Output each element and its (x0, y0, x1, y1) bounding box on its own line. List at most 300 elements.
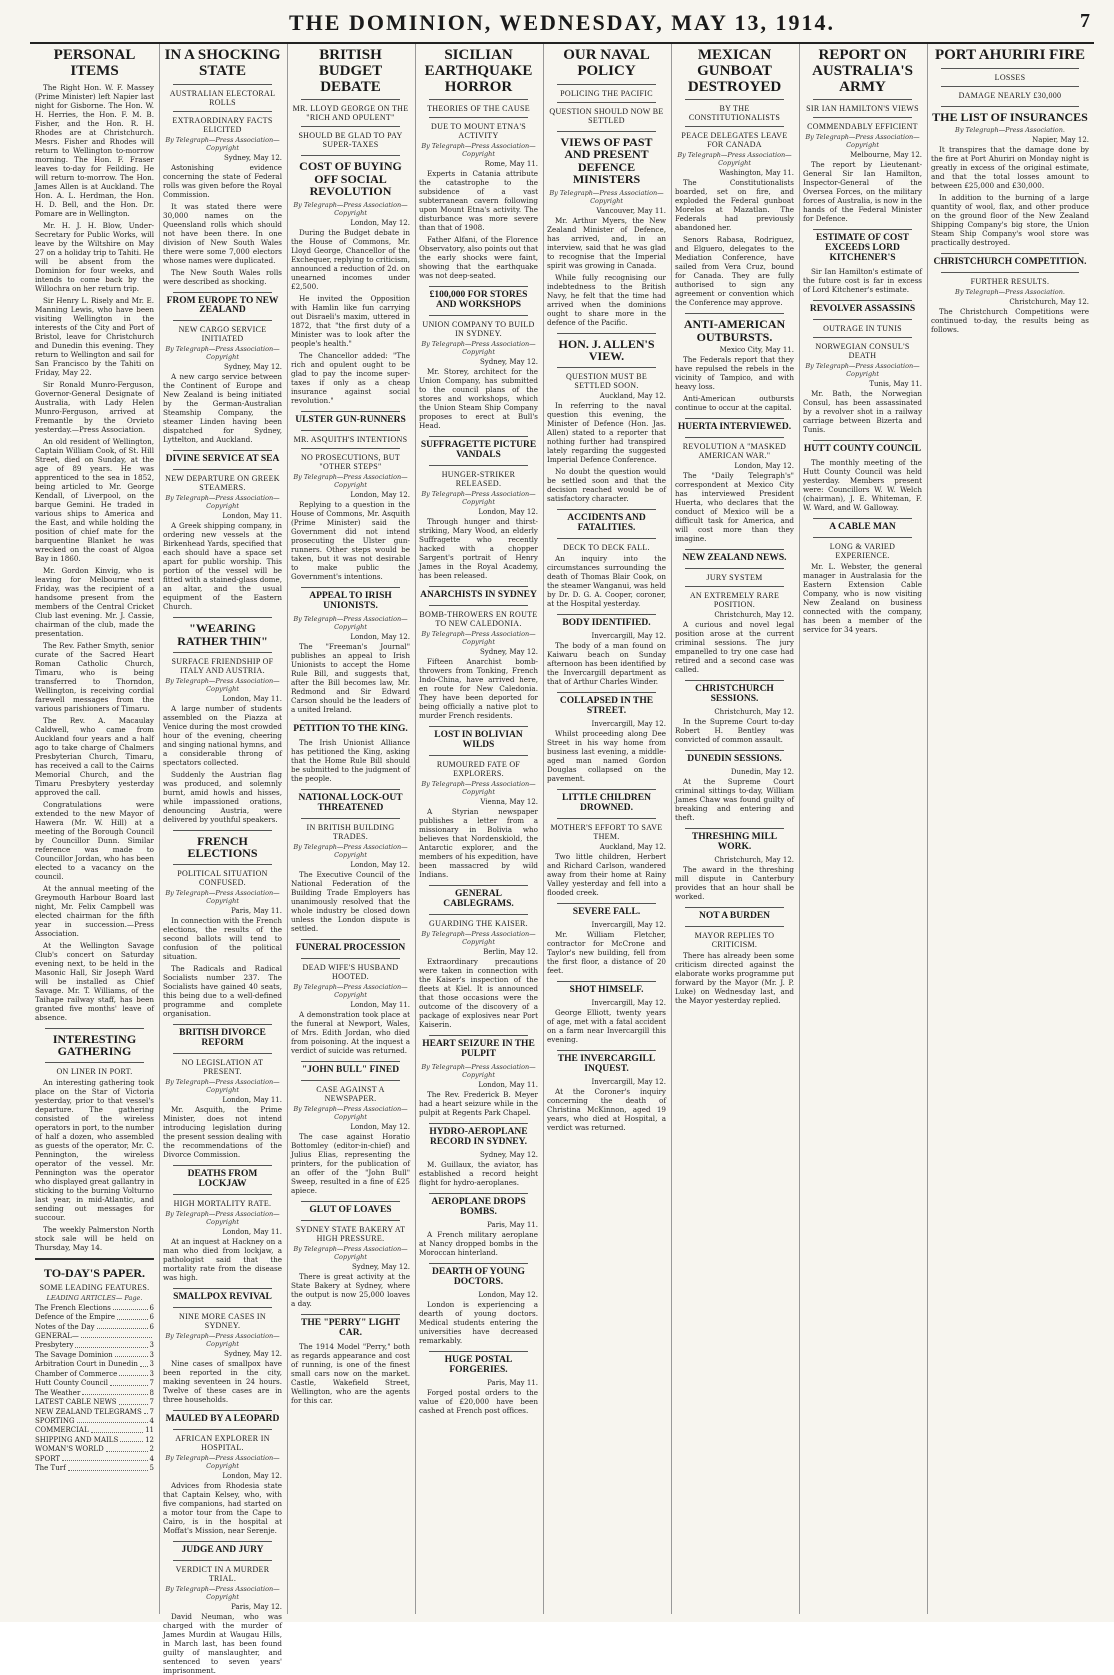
index-header: LEADING ARTICLES— Page. (46, 1293, 143, 1302)
article-divider (301, 789, 400, 790)
article-deck: DAMAGE NEARLY £30,000 (958, 90, 1062, 100)
article-divider (429, 1123, 528, 1124)
article-subheading: ON LINER IN PORT. (56, 1066, 133, 1076)
headline-rule (813, 319, 912, 320)
article-dateline: Paris, May 11. (487, 1220, 538, 1229)
article (547, 333, 666, 503)
article-dateline: Auckland, May 12. (599, 392, 666, 401)
article (291, 1201, 410, 1308)
article-dateline: Christchurch, May 12. (714, 708, 794, 717)
deck-rule (173, 1053, 272, 1054)
index-subtitle: SOME LEADING FEATURES. (39, 1282, 150, 1292)
index-page: 3 (149, 1369, 154, 1378)
article-dateline: Auckland, May 12. (599, 842, 666, 851)
article (291, 1314, 410, 1405)
headline-rule (813, 99, 912, 100)
article-paragraph: Fifteen Anarchist bomb-throwers from Tonking, French Indo-China, have arrived here, en route for New Caledonia. They have been deported for being officially a native plot to murder French residents. (419, 657, 538, 721)
article-divider (429, 286, 528, 287)
index-leader-dots (68, 1464, 148, 1470)
article-divider (301, 939, 400, 940)
article-deck: PEACE DELEGATES LEAVE FOR CANADA (681, 131, 788, 150)
article (803, 300, 922, 434)
deck-rule (429, 117, 528, 118)
index-page: 5 (149, 1464, 154, 1473)
article (547, 1050, 666, 1132)
article (35, 1028, 154, 1252)
article (163, 1024, 282, 1159)
index-label: Hutt County Council (35, 1379, 109, 1388)
deck-rule (941, 272, 1079, 273)
article-credit: By Telegraph—Press Association—Copyright (421, 929, 536, 946)
deck-rule (429, 465, 528, 466)
article-credit: By Telegraph—Press Association—Copyright (293, 842, 408, 859)
article-headline: VIEWS OF PAST AND PRESENT DEFENCE MINISTERS (560, 134, 653, 187)
article (419, 1123, 538, 1187)
article (931, 106, 1089, 248)
index-label: Arbitration Court in Dunedin (35, 1360, 138, 1369)
article-divider (429, 1035, 528, 1036)
article-dateline: London, May 11. (478, 1080, 538, 1089)
article-paragraph: There has already been some criticism directed against the elaborate works programme put forward by the Mayor (Mr. J. P. Luke) on Wednesday last, and the Mayor yesterday replied. (675, 951, 794, 1006)
article-credit: By Telegraph—Press Association—Copyright (421, 780, 536, 797)
article-credit: By Telegraph—Press Association—Copyright (165, 1331, 280, 1348)
deck-rule (557, 538, 656, 539)
article-paragraph: Senors Rabasa, Rodriguez, and Elguero, delegates to the Mediation Conference, have sailed from Vera Cruz, bound for Canada. They are fully authorised to sign any agreement or convention which the Conference may approve. (675, 235, 794, 308)
index-title: TO-DAY'S PAPER. (43, 1265, 146, 1280)
article (931, 48, 1089, 100)
article-paragraph: Mr. Storey, architect for the Union Company, has submitted to the council plans of the stores and workshops, which the Union Steam Ship Company proposes to erect at Bull's Head. (419, 367, 538, 431)
index-page: 7 (149, 1398, 154, 1407)
article-dateline: London, May 11. (222, 1227, 282, 1236)
article-divider (301, 587, 400, 588)
article-divider (685, 907, 784, 908)
index-row (35, 1351, 154, 1360)
article-deck: CASE AGAINST A NEWSPAPER. (316, 1084, 385, 1103)
index-page: 12 (145, 1435, 154, 1444)
article-paragraph: Sir Ronald Munro-Ferguson, Governor-General Designate of Australia, with Lady Helen Munro-Ferguson, arrived at Fremantle by the Orvieto yesterday.—Press Association. (35, 379, 154, 434)
article-divider (301, 1061, 400, 1062)
index-label: GENERAL— (35, 1332, 79, 1340)
index-label: The Savage Dominion (35, 1350, 113, 1359)
article-dateline: London, May 12. (350, 491, 410, 499)
article-paragraph: Mr. William Fletcher, contractor for McCrone and Taylor's new building, fell from the first floor, a distance of 20 feet. (547, 929, 666, 975)
article-dateline: Dunedin, May 12. (730, 768, 794, 777)
deck-rule (173, 469, 272, 470)
article-divider (173, 1410, 272, 1411)
article-dateline: Paris, May 11. (487, 1378, 538, 1387)
article-paragraph: The monthly meeting of the Hutt County Council was held yesterday. Members present were: Councillors W. W. Welch (chairman), J. E. Whiteman, F. W. Ward, and W. Galloway. (803, 458, 922, 513)
article-headline: "JOHN BULL" FINED (301, 1064, 400, 1075)
index-label: LATEST CABLE NEWS (35, 1398, 117, 1407)
column-6 (670, 44, 800, 1614)
article-paragraph: A new cargo service between the Continent of Europe and New Zealand is being initiated by the German-Australian Steamship Company, the steamer Linden having been dispatched for Sydney, Lyttelton, and Auckland. (163, 372, 282, 445)
article-headline: GENERAL CABLEGRAMS. (443, 889, 514, 909)
deck-rule (557, 102, 656, 103)
index-row (35, 1389, 154, 1398)
index-leader-dots (82, 1389, 147, 1395)
article-dateline: London, May 12. (350, 1122, 410, 1131)
article (163, 830, 282, 1018)
article-divider (941, 106, 1079, 107)
deck-rule (173, 1194, 272, 1195)
page-number: 7 (1080, 10, 1090, 32)
article-dateline: Invercargill, May 12. (591, 920, 666, 929)
article (675, 680, 794, 744)
article (419, 1263, 538, 1345)
article-divider (301, 1314, 400, 1315)
article-credit: By Telegraph—Press Association—Copyright (421, 340, 536, 357)
article (291, 411, 410, 581)
article (163, 292, 282, 445)
article-divider (557, 981, 656, 982)
article-divider (173, 617, 272, 618)
deck-rule (557, 367, 656, 368)
article-deck: MOTHER'S EFFORT TO SAVE THEM. (550, 822, 663, 841)
index-leader-dots (144, 1408, 148, 1414)
article-headline: HUTT COUNTY COUNCIL (803, 444, 922, 455)
article-headline: MEXICAN GUNBOAT DESTROYED (687, 47, 782, 95)
article-divider (813, 440, 912, 441)
headline-rule (685, 99, 784, 100)
index-label: SHIPPING AND MAILS (35, 1435, 119, 1444)
article-divider (429, 1351, 528, 1352)
article-paragraph: The Radicals and Radical Socialists number 237. The Socialists have gained 40 seats, this being due to a well-defined programme and complete organisation. (163, 963, 282, 1018)
article-credit: By Telegraph—Press Association—Copyright (165, 676, 280, 693)
article-paragraph: Forged postal orders to the value of £20,000 have been cashed at French post offices. (419, 1387, 538, 1415)
article-paragraph: Whilst proceeding along Dee Street in his way home from business last evening, a middle-aged man named Gordon Douglas collapsed on the pavement. (547, 728, 666, 783)
article (803, 48, 922, 223)
article (163, 450, 282, 611)
article-paragraph: The Christchurch Competitions were continued to-day, the results being as follows. (931, 307, 1089, 335)
article-paragraph: The award in the threshing mill dispute in Canterbury provides that an hour shall be worked. (675, 865, 794, 902)
article-paragraph: Mr. L. Webster, the general manager in Australasia for the Eastern Extension Cable Company, who is now visiting New Zealand on business connected with the company, has been a member of the service for 34 years. (803, 562, 922, 635)
index-leader-dots (140, 1360, 148, 1366)
deck-rule (813, 117, 912, 118)
article-paragraph: There is great activity at the State Bakery at Sydney, where the output is now 25,000 loaves a day. (291, 1271, 410, 1308)
article-paragraph: In referring to the naval question this evening, the Minister of Defence (Hon. Jas. Allen) stated to a reporter that nothing further had transpired lately regarding the suggested Imperial Defence Conference. (547, 401, 666, 465)
article (419, 436, 538, 580)
article-headline: APPEAL TO IRISH UNIONISTS. (309, 591, 392, 611)
article (803, 440, 922, 512)
article-headline: CHRISTCHURCH COMPETITION. (933, 257, 1087, 268)
article-divider (429, 586, 528, 587)
article-headline: ACCIDENTS AND FATALITIES. (567, 513, 646, 534)
article-credit: By Telegraph—Press Association—Copyright (293, 473, 408, 489)
headline-rule (173, 84, 272, 85)
article-credit: By Telegraph—Press Association—Copyright (293, 1104, 408, 1121)
article-paragraph: David Neuman, who was charged with the murder of James Murdin at Waugau Hills, in March last, has been found guilty of manslaughter, and sentenced to seven years' imprisonment. (163, 1611, 282, 1675)
article-headline: JUDGE AND JURY (181, 1544, 264, 1555)
index-page: 2 (149, 1445, 154, 1454)
article-paragraph: An inquiry into the circumstances surrounding the death of Thomas Blair Cook, on the steamer Wanganui, was held by Dr. D. G. A. Cooper, coroner, at the Hospital yesterday. (547, 554, 666, 608)
article-divider (685, 313, 784, 314)
article-headline: THE "PERRY" LIGHT CAR. (301, 1317, 400, 1338)
article-dateline: Vancouver, May 11. (596, 206, 666, 215)
index-row (35, 1417, 154, 1426)
article (547, 614, 666, 686)
article-paragraph: Mr. Arthur Myers, the New Zealand Minister of Defence, has arrived, and, in an interview, said that he was glad to recognise that the Imperial spirit was growing in Canada. (547, 215, 666, 270)
index-leader-dots (91, 1426, 143, 1432)
article-subheading: MR. LLOYD GEORGE ON THE "RICH AND OPULENT" (292, 104, 409, 123)
article (675, 48, 794, 307)
index-page: 8 (149, 1388, 154, 1397)
masthead (30, 8, 1094, 44)
index-label: WOMAN'S WORLD (35, 1445, 104, 1454)
deck-rule (173, 111, 272, 112)
article-deck: SYDNEY STATE BAKERY AT HIGH PRESSURE. (295, 1224, 406, 1243)
article-headline: DUNEDIN SESSIONS. (687, 754, 782, 765)
article-deck: BOMB-THROWERS EN ROUTE TO NEW CALEDONIA. (419, 610, 538, 629)
article (547, 692, 666, 783)
article-deck: NO LEGISLATION AT PRESENT. (181, 1057, 264, 1076)
article-dateline: Sydney, May 12. (479, 1150, 538, 1159)
article-dateline: Sydney, May 12. (223, 363, 282, 372)
article (547, 981, 666, 1044)
article (675, 313, 794, 412)
index-label: SPORTING (35, 1416, 75, 1425)
article-divider (685, 549, 784, 550)
headline-rule (941, 68, 1079, 69)
column-2 (158, 44, 288, 1675)
index-leader-dots (110, 1379, 148, 1385)
article-paragraph: The Executive Council of the National Federation of the Building Trade Employers has unanimously resolved that the whole industry be closed down unless the London dispute is settled. (291, 869, 410, 933)
article-subheading: SIR IAN HAMILTON'S VIEWS (806, 104, 919, 114)
article-paragraph: A Styrian newspaper publishes a letter from a missionary in Bolivia who believes that Nordenskiold, the Antarctic explorer, and the members of his expedition, have been massacred by wild Indians. (419, 807, 538, 880)
article-dateline: Christchurch, May 12. (1009, 298, 1089, 307)
masthead-title: THE DOMINION, WEDNESDAY, MAY 13, 1914. (288, 10, 836, 35)
article-deck: QUESTION MUST BE SETTLED SOON. (565, 372, 648, 391)
article-divider (173, 1541, 272, 1542)
article-divider (557, 333, 656, 334)
article-paragraph: He invited the Opposition with Hamlin like fun carrying out Disraeli's maxim, uttered in 1872, that "the first duty of a Minister was to look after the people's health." (291, 294, 410, 349)
article-dateline: Washington, May 11. (719, 169, 794, 178)
article-paragraph: The Rev. Father Smyth, senior curate of the Sacred Heart Roman Catholic Church, Timaru, who is being transferred to Thorndon, Wellington, is receiving cordial farewell messages from the various parishioners of Timaru. (35, 640, 154, 713)
article-paragraph: No doubt the question would be settled soon and that the decision reached would be of satisfactory character. (547, 467, 666, 504)
article-headline: AEROPLANE DROPS BOMBS. (431, 1196, 526, 1217)
article-deck: MAYOR REPLIES TO CRITICISM. (694, 931, 775, 950)
article-paragraph: While fully recognising our indebtedness to the British Navy, he felt that the time had arrived when the dominions ought to share more in the defence of the Pacific. (547, 272, 666, 327)
article (163, 48, 282, 286)
article-deck: NINE MORE CASES IN SYDNEY. (179, 1311, 266, 1330)
index-leader-dots (106, 1445, 148, 1451)
article-paragraph: A curious and novel legal position arose at the current criminal sessions. The jury empanelled to try one case had retired and a second case was called. (675, 620, 794, 675)
article-paragraph: The 1914 Model "Perry," both as regards appearance and cost of running, is one of the finest small cars now on the market. Castle, Wakefield Street, Wellington, who are the agents for this car. (291, 1341, 410, 1405)
index-label: The Turf (35, 1464, 66, 1473)
article-divider (813, 300, 912, 301)
deck-rule (429, 315, 528, 316)
article-deck: NEW DEPARTURE ON GREEK STEAMERS. (165, 474, 280, 493)
article-headline: FROM EUROPE TO NEW ZEALAND (166, 295, 279, 316)
article-headline: NEW ZEALAND NEWS. (682, 553, 787, 564)
article-credit: By Telegraph—Press Association—Copyright (165, 345, 280, 362)
article-subheading: BY THE CONSTITUTIONALISTS (688, 104, 781, 123)
article-paragraph: Two little children, Herbert and Richard Carlson, wandered away from their home at Rainy Valley yesterday and fell into a flooded creek. (547, 851, 666, 897)
index-row (35, 1379, 154, 1388)
article-paragraph: An old resident of Wellington, Captain William Cook, of St. Hill Street, died on Sunday, at the age of 89 years. He was apprenticed to the sea in 1852, being articled to Mr. George Kendall, of Liverpool, on the barque Gemini. He traded in various ships to America and the East, and while holding the position of chief mate for the barquentine Blanket he was wrecked on the coast of Algoa Bay in 1860. (35, 436, 154, 563)
article-headline: MAULED BY A LEOPARD (165, 1413, 280, 1424)
article-divider (557, 903, 656, 904)
article-headline: BODY IDENTIFIED. (562, 618, 651, 628)
article-subheading: JURY SYSTEM (706, 573, 763, 583)
article-dateline: Sydney, May 12. (223, 1349, 282, 1358)
index-leader-dots (77, 1417, 148, 1423)
article-divider (557, 131, 656, 132)
article-headline: REVOLVER ASSASSINS (809, 304, 916, 315)
article-divider (429, 1193, 528, 1194)
article-deck: DEAD WIFE'S HUSBAND HOOTED. (302, 962, 399, 981)
article-paragraph: The Rev. A. Macaulay Caldwell, who came from Auckland four years and a half ago to take charge of Chalmers Presbyterian Church, Timaru, has received a call to the Cairns Memorial Church, and the Timaru Presbytery yesterday approved the call. (35, 715, 154, 797)
article (547, 131, 666, 327)
article-credit: By Telegraph—Press Association. (955, 288, 1065, 297)
index-page: 3 (149, 1350, 154, 1359)
article-credit: By Telegraph—Press Association—Copyright (421, 1062, 536, 1079)
article-credit: By Telegraph—Press Association—Copyright (293, 614, 408, 631)
article-paragraph: The New South Wales rolls were described as shocking. (163, 267, 282, 286)
article-paragraph: Congratulations were extended to the new Mayor of Hawera (Mr. W. Hill) at a meeting of the Borough Council by Councillor Dunn. Similar reference was made to Councillor Jordan, who has been elected to a vacancy on the council. (35, 799, 154, 881)
article-paragraph: The Right Hon. W. F. Massey (Prime Minister) left Napier last night for Gisborne. The Hon. W. H. Herries, the Hon. F. M. B. Fisher, and the Hon. R. H. Rhodes are at Christchurch. Mesrs. Fisher and Rhodes will return to Wellington to-morrow morning. The Hon. F. Fraser leaves to-day for Feilding. He will return to-morrow. The Hon. James Allen is at Auckland. The Hon. A. L. Herdman, the Hon. H. D. Bell, and the Hon. Dr. Pomare are in Wellington. (35, 82, 154, 218)
article (547, 48, 666, 125)
article-headline: SUFFRAGETTE PICTURE VANDALS (420, 440, 537, 461)
article-divider (173, 830, 272, 831)
article-credit: By Telegraph—Press Association—Copyright (805, 362, 920, 379)
article (675, 750, 794, 822)
column-7 (798, 44, 928, 1614)
article-divider (173, 1165, 272, 1166)
index-label: NEW ZEALAND TELEGRAMS (35, 1407, 142, 1416)
index-page: 6 (149, 1303, 154, 1312)
article-divider (685, 828, 784, 829)
article-credit: By Telegraph—Press Association—Copyright (165, 1584, 280, 1601)
index-row (35, 1398, 154, 1407)
article-headline: HEART SEIZURE IN THE PULPIT (422, 1038, 535, 1059)
article-divider (429, 885, 528, 886)
article-headline: A CABLE MAN (829, 522, 896, 533)
article-credit: By Telegraph—Press Association—Copyright (165, 1077, 280, 1094)
index-rule (35, 1258, 154, 1260)
headline-rule (429, 99, 528, 100)
article-headline: ANTI-AMERICAN OUTBURSTS. (683, 317, 786, 344)
article-headline: BRITISH BUDGET DEBATE (318, 47, 383, 95)
index-label: The Weather (35, 1388, 81, 1397)
article-credit: By Telegraph—Press Association. (955, 126, 1065, 135)
column-3 (286, 44, 416, 1614)
article-divider (173, 292, 272, 293)
index-page: 6 (149, 1322, 154, 1331)
article-credit: By Telegraph—Press Association—Copyright (293, 1244, 408, 1261)
deck-rule (685, 437, 784, 438)
article-headline: COLLAPSED IN THE STREET. (559, 695, 654, 716)
todays-paper-index (35, 1258, 154, 1474)
article-paragraph: Mr. Gordon Kinvig, who is leaving for Melbourne next Friday, was the recipient of a handsome present from the members of the Central Cricket Club last evening. Mr. J. Cassie, chairman of the club, made the presentation. (35, 565, 154, 638)
article-headline: FUNERAL PROCESSION (295, 942, 406, 953)
article-deck: HUNGER-STRIKER RELEASED. (441, 470, 516, 489)
article-dateline: Mexico City, May 11. (719, 346, 794, 355)
article-deck: EXTRAORDINARY FACTS ELICITED (172, 115, 273, 134)
article (163, 1165, 282, 1282)
column-8 (926, 44, 1094, 1614)
article-paragraph: The "Daily Telegraph's" correspondent at Mexico City has interviewed President Huerta, who declares that the conduct of Mexico will be a difficult task for America, and will cost more than they imagine. (675, 471, 794, 544)
article (675, 549, 794, 674)
article-dateline: London, May 11. (222, 1095, 282, 1104)
article-dateline: Sydney, May 12. (479, 358, 538, 367)
article (419, 48, 538, 280)
article-subheading: MR. ASQUITH'S INTENTIONS (293, 435, 408, 444)
index-page: 4 (149, 1416, 154, 1425)
article-dateline: London, May 12. (478, 508, 538, 517)
article-paragraph: It transpires that the damage done by the fire at Port Ahuriri on Monday night is greatly in excess of the original estimate, and that the total losses amount to between £25,000 and £30,000. (931, 145, 1089, 191)
article-dateline: Melbourne, May 12. (850, 151, 922, 160)
index-row (35, 1408, 154, 1417)
index-label: Presbytery (35, 1341, 74, 1350)
article-dateline: Tunis, May 11. (869, 380, 922, 389)
article-divider (429, 436, 528, 437)
index-leader-dots (115, 1351, 148, 1357)
index-leader-dots (81, 1332, 152, 1338)
deck-rule (685, 126, 784, 127)
article-divider (557, 1050, 656, 1051)
article-paragraph: Father Alfani, of the Florence Observatory, also points out that the early shocks were faint, showing that the earthquake was not deep-seated. (419, 235, 538, 281)
deck-rule (173, 1429, 272, 1430)
article-credit: By Telegraph—Press Association—Copyright (165, 135, 280, 152)
article-divider (941, 253, 1079, 254)
index-page: 4 (149, 1454, 154, 1463)
article (163, 1541, 282, 1675)
article-dateline: Invercargill, May 12. (591, 998, 666, 1007)
article-paragraph: In connection with the French elections, the results of the second ballots will tend to confusion of the political situation. (163, 915, 282, 961)
article-dateline: London, May 11. (350, 1000, 410, 1009)
article-headline: PERSONAL ITEMS (53, 47, 136, 79)
article-divider (173, 1288, 272, 1289)
article-paragraph: The report by Lieutenant-General Sir Ian Hamilton, Inspector-General of the Oversea Forces, on the military forces of Australia, is now in the hands of the Federal Minister for Defence. (803, 160, 922, 224)
article-dateline: Christchurch, May 12. (714, 856, 794, 865)
deck-rule (301, 958, 400, 959)
article-headline: SHOT HIMSELF. (569, 984, 644, 995)
index-label: SPORT (35, 1454, 61, 1463)
article-paragraph: Extraordinary precautions were taken in connection with the Kaiser's inspection of the fleets at Kiel. It is announced that those occasions were the outcome of the discovery of a package of explosives near Port Kaiserin. (419, 956, 538, 1029)
deck-rule (173, 1307, 272, 1308)
article-divider (173, 450, 272, 451)
article-dateline: Sydney, May 12. (223, 153, 282, 162)
index-row (35, 1445, 154, 1454)
column-4 (414, 44, 544, 1614)
article-headline: DEATHS FROM LOCKJAW (187, 1168, 258, 1189)
article-dateline: Sydney, May 12. (351, 1262, 410, 1271)
index-leader-dots (97, 1323, 148, 1329)
article-paragraph: Anti-American outbursts continue to occur at the capital. (675, 394, 794, 413)
index-label: Chamber of Commerce (35, 1369, 118, 1378)
index-row (35, 1436, 154, 1445)
article-dateline: London, May 12. (478, 1290, 538, 1299)
article-divider (813, 518, 912, 519)
article-paragraph: The "Freeman's Journal" publishes an appeal to Irish Unionists to accept the Home Rule Bill, and suggests that, after the Bill becomes law, Mr. Redmond and Sir Edward Carson should be the leaders of a united Ireland. (291, 641, 410, 714)
index-label: Defence of the Empire (35, 1313, 115, 1322)
article (547, 903, 666, 975)
article-deck: UNION COMPANY TO BUILD IN SYDNEY. (422, 320, 535, 339)
deck-rule (301, 1080, 400, 1081)
deck-rule (301, 1220, 400, 1221)
article-divider (301, 1201, 400, 1202)
article-headline: DEARTH OF YOUNG DOCTORS. (432, 1266, 525, 1287)
article-deck: COMMENDABLY EFFICIENT (807, 122, 918, 132)
article-paragraph: The body of a man found on Kaiwaru beach on Sunday afternoon has been identified by the Invercargill department as that of Arthur Charles Winder. (547, 640, 666, 686)
index-label: Notes of the Day (35, 1322, 95, 1331)
article-paragraph: In addition to the burning of a large quantity of wool, flax, and other produce on the ground floor of the New Zealand Shipping Company's big store, the Union Steam Ship Company's wool store was practically destroyed. (931, 193, 1089, 248)
article-headline: THE LIST OF INSURANCES (932, 109, 1088, 124)
article-headline: HYDRO-AEROPLANE RECORD IN SYDNEY. (429, 1126, 528, 1147)
article (291, 1061, 410, 1195)
index-leader-dots (120, 1436, 143, 1442)
article-deck: QUESTION SHOULD NOW BE SETTLED (549, 106, 664, 125)
